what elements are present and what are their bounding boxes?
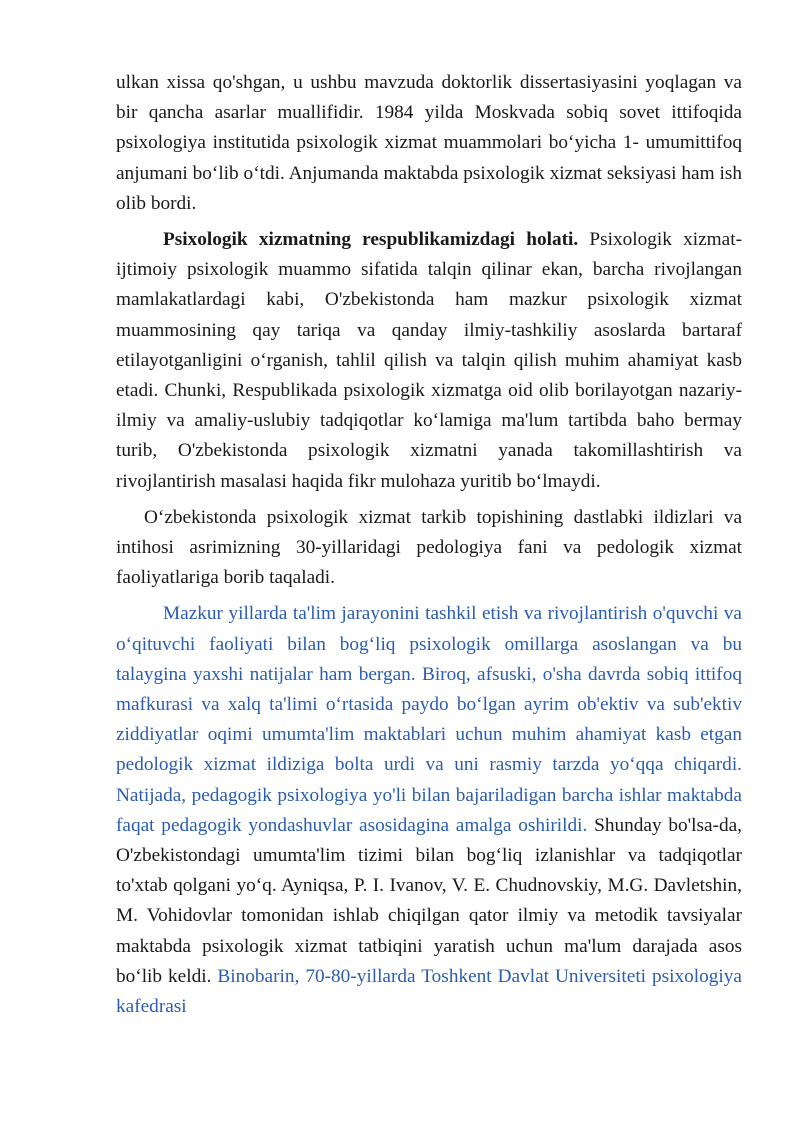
paragraph-2	[116, 225, 742, 497]
highlighted-text-2: Binobarin, 70-80-yillarda Toshkent Davlat Universiteti psixologiya kafedrasi	[116, 965, 742, 1018]
paragraph-3: O‘zbekistonda psixologik xizmat tarkib topishining dastlabki ildizlari va intihosi asrimizning 30-yillaridagi pedologiya fani va pedologik xizmat faoliyatlariga borib taqaladi.	[116, 506, 742, 589]
paragraph-4-body: Shunday bo'lsa-da, O'zbekistondagi umumta'lim tizimi bilan bog‘liq izlanishlar va tadqiqotlar to'xtab qolgani yo‘q. Ayniqsa, P. I. Ivanov, V. E. Chudnovskiy, M.G. Davletshin, M. Vohidovlar tomonidan ishlab chiqilgan qator ilmiy va metodik tavsiyalar maktabda psixologik xizmat tatbiqini yaratish uchun ma'lum darajada asos bo‘lib keldi.	[116, 814, 742, 987]
section-heading: Psixologik xizmatning respublikamizdagi holati.	[163, 229, 579, 251]
paragraph-1: ulkan xissa qo'shgan, u ushbu mavzuda doktorlik dissertasiyasini yoqlagan va bir qancha asarlar muallifidir. 1984 yilda Moskvada sobiq sovet ittifoqida psixologiya institutida psixologik xizmat muammolari bo‘yicha 1- umumittifoq anjumani bo‘lib o‘tdi. Anjumanda maktabda psixologik xizmat seksiyasi ham ish olib bordi.	[116, 72, 742, 214]
document-page	[116, 68, 742, 1022]
highlighted-text-1: Mazkur yillarda ta'lim jarayonini tashkil etish va rivojlantirish o'quvchi va o‘qituvchi faoliyati bilan bog‘liq psixologik omillarga asoslangan va bu talaygina yaxshi natijalar ham bergan. Biroq, afsuski, o'sha davrda sobiq ittifoq mafkurasi va xalq ta'limi o‘rtasida paydo bo‘lgan ayrim ob'ektiv va sub'ektiv ziddiyatlar oqimi umumta'lim maktablari uchun muhim ahamiyat kasb etgan pedologik xizmat ildiziga bolta urdi va uni rasmiy tarzda yo‘qqa chiqardi. Natijada, pedagogik psixologiya yo'li bilan bajariladigan barcha ishlar maktabda faqat pedagogik yondashuvlar asosidagina amalga oshirildi.	[116, 603, 742, 836]
paragraph-2-body: Psixologik xizmat-ijtimoiy psixologik muammo sifatida talqin qilinar ekan, barcha rivojlangan mamlakatlardagi kabi, O'zbekistonda ham mazkur psixologik xizmat muammosining qay tariqa va qanday ilmiy-tashkiliy asoslarda bartaraf etilayotganligini o‘rganish, tahlil qilish va talqin qilish muhim ahamiyat kasb etadi. Chunki, Respublikada psixologik xizmatga oid olib borilayotgan nazariy-ilmiy va amaliy-uslubiy tadqiqotlar ko‘lamiga ma'lum tartibda baho bermay turib, O'zbekistonda psixologik xizmatni yanada takomillashtirish va rivojlantirish masalasi haqida fikr mulohaza yuritib bo‘lmaydi.	[116, 229, 743, 492]
paragraph-4	[116, 599, 742, 1022]
